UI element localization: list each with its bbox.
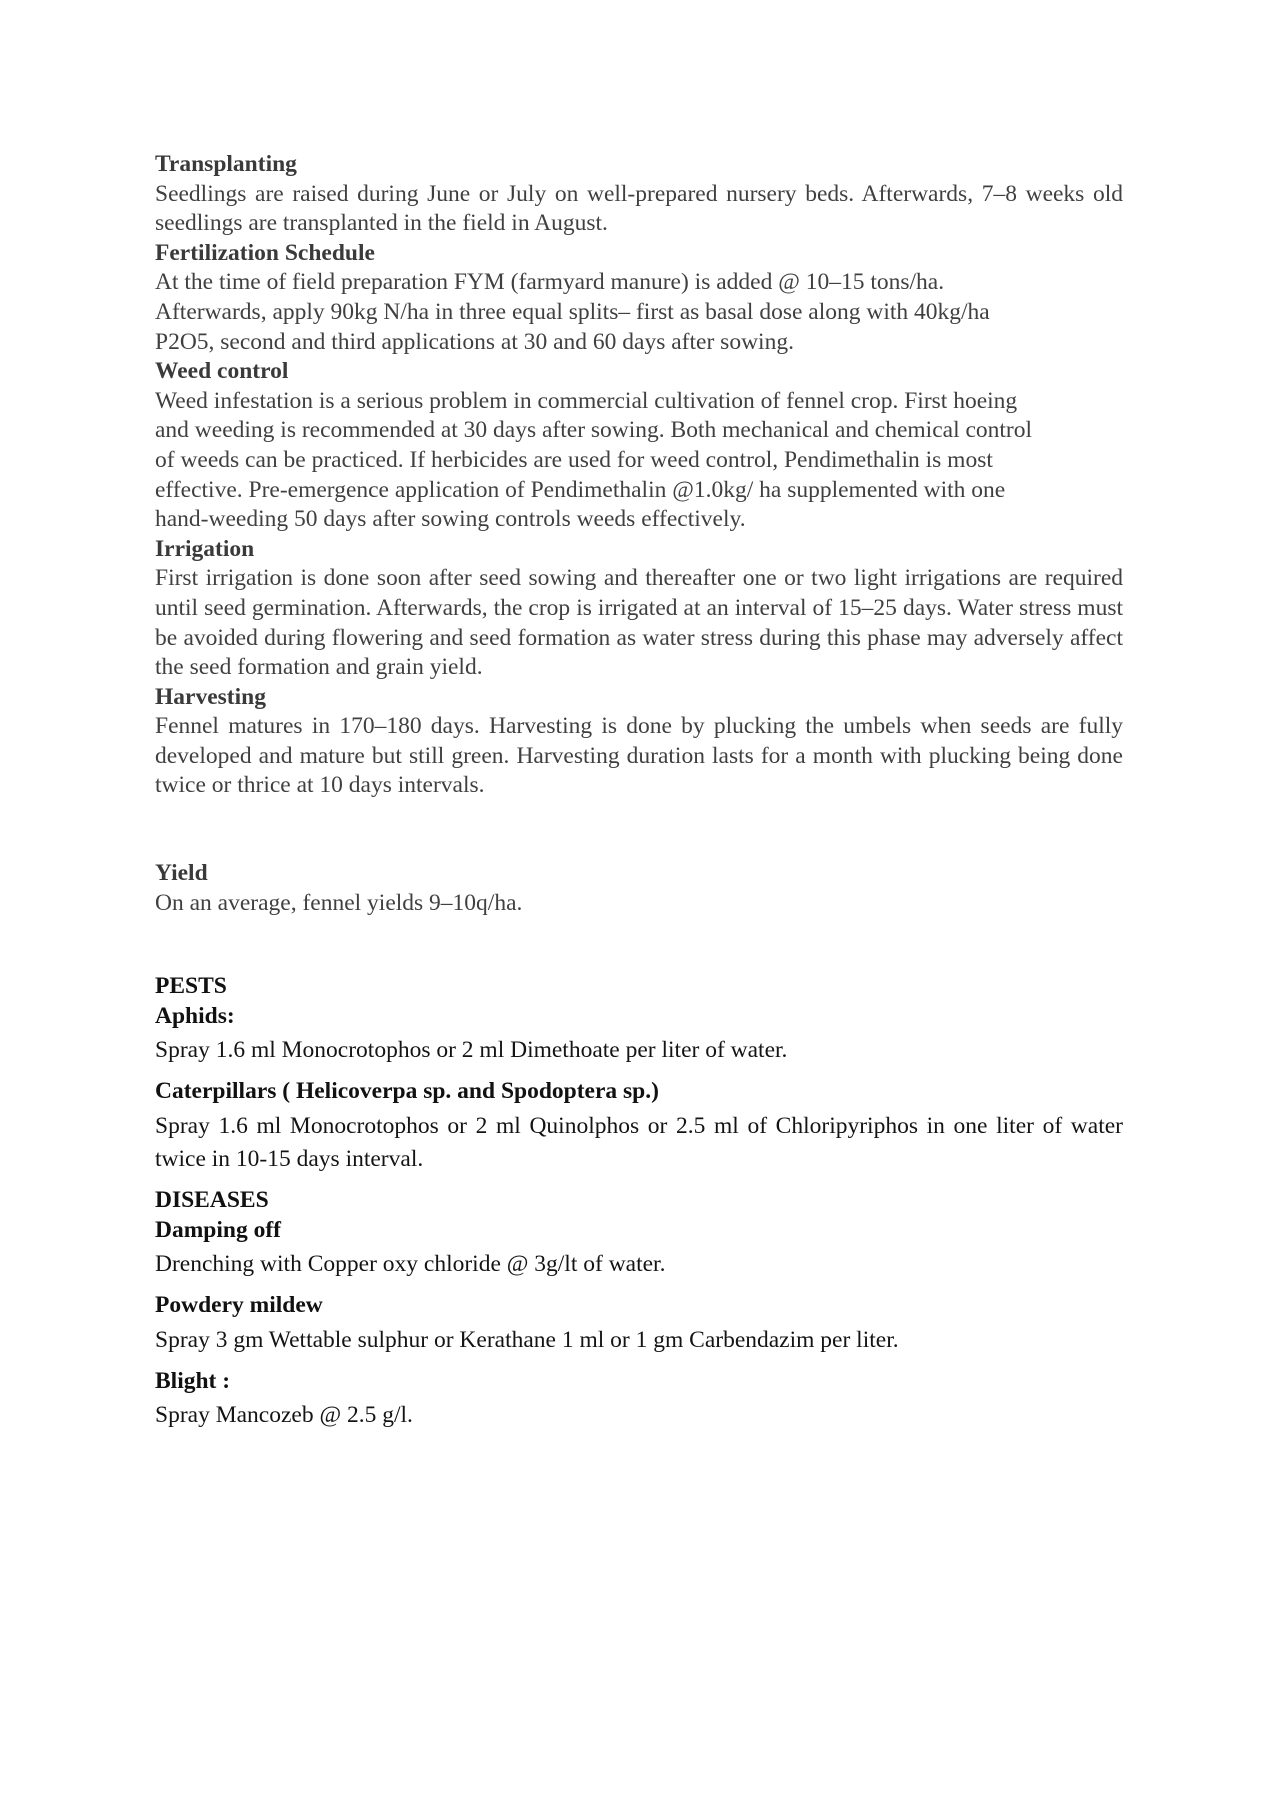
damping-off-block	[155, 1216, 1123, 1282]
pests-section	[155, 972, 1123, 1176]
yield-body: On an average, fennel yields 9–10q/ha.	[155, 889, 523, 916]
transplanting-section	[155, 150, 1123, 239]
aphids-heading: Aphids:	[155, 1002, 235, 1029]
aphids-body: Spray 1.6 ml Monocrotophos or 2 ml Dimethoate per liter of water.	[155, 1037, 788, 1064]
weed-control-line-2: and weeding is recommended at 30 days after sowing. Both mechanical and chemical control	[155, 417, 1033, 444]
document-page	[155, 150, 1123, 1442]
fertilization-line-2: Afterwards, apply 90kg N/ha in three equal splits– first as basal dose along with 40kg/ha	[155, 298, 990, 325]
weed-control-line-5: hand-weeding 50 days after sowing controls weeds effectively.	[155, 506, 746, 533]
harvesting-heading: Harvesting	[155, 683, 266, 710]
transplanting-body: Seedlings are raised during June or July on well-prepared nursery beds. Afterwards, 7–8 weeks old seedlings are transplanted in the field in August.	[155, 180, 1123, 237]
weed-control-line-3: of weeds can be practiced. If herbicides are used for weed control, Pendimethalin is most	[155, 446, 993, 473]
caterpillars-block	[155, 1077, 1123, 1176]
powdery-mildew-heading: Powdery mildew	[155, 1292, 323, 1319]
powdery-mildew-body: Spray 3 gm Wettable sulphur or Kerathane 1 ml or 1 gm Carbendazim per liter.	[155, 1326, 899, 1353]
harvesting-section	[155, 683, 1123, 801]
damping-off-heading: Damping off	[155, 1216, 281, 1243]
weed-control-line-4: effective. Pre-emergence application of Pendimethalin @1.0kg/ ha supplemented with one	[155, 476, 1006, 503]
blight-body: Spray Mancozeb @ 2.5 g/l.	[155, 1402, 413, 1429]
transplanting-heading: Transplanting	[155, 151, 297, 177]
irrigation-body: First irrigation is done soon after seed sowing and thereafter one or two light irrigations are required until seed germination. Afterwards, the crop is irrigated at an interval of 15–25 days. Water stress must be avoided during flowering and seed formation as water stress during this phase may adversely affect the seed formation and grain yield.	[155, 565, 1123, 681]
aphids-block	[155, 1002, 1123, 1068]
diseases-heading: DISEASES	[155, 1187, 269, 1214]
pests-heading: PESTS	[155, 973, 227, 1000]
spacer	[155, 918, 1123, 972]
yield-heading: Yield	[155, 860, 208, 887]
harvesting-body: Fennel matures in 170–180 days. Harvesting is done by plucking the umbels when seeds are fully developed and mature but still green. Harvesting duration lasts for a month with plucking being done twice or thrice at 10 days intervals.	[155, 713, 1123, 799]
fertilization-line-3: P2O5, second and third applications at 30 and 60 days after sowing.	[155, 328, 794, 355]
spacer	[155, 801, 1123, 859]
caterpillars-heading: Caterpillars ( Helicoverpa sp. and Spodoptera sp.)	[155, 1078, 659, 1105]
weed-control-line-1: Weed infestation is a serious problem in commercial cultivation of fennel crop. First hoeing	[155, 387, 1018, 414]
diseases-section	[155, 1186, 1123, 1432]
damping-off-body: Drenching with Copper oxy chloride @ 3g/lt of water.	[155, 1251, 666, 1278]
fertilization-heading: Fertilization Schedule	[155, 239, 375, 266]
fertilization-section	[155, 239, 1123, 357]
yield-section	[155, 859, 1123, 918]
irrigation-section	[155, 535, 1123, 683]
caterpillars-body: Spray 1.6 ml Monocrotophos or 2 ml Quinolphos or 2.5 ml of Chloripyriphos in one liter of water twice in 10-15 days interval.	[155, 1113, 1123, 1173]
irrigation-heading: Irrigation	[155, 535, 255, 562]
powdery-mildew-block	[155, 1291, 1123, 1357]
blight-block	[155, 1367, 1123, 1433]
weed-control-heading: Weed control	[155, 358, 289, 385]
fertilization-line-1: At the time of field preparation FYM (farmyard manure) is added @ 10–15 tons/ha.	[155, 269, 945, 296]
blight-heading: Blight :	[155, 1367, 231, 1394]
weed-control-section	[155, 357, 1123, 535]
